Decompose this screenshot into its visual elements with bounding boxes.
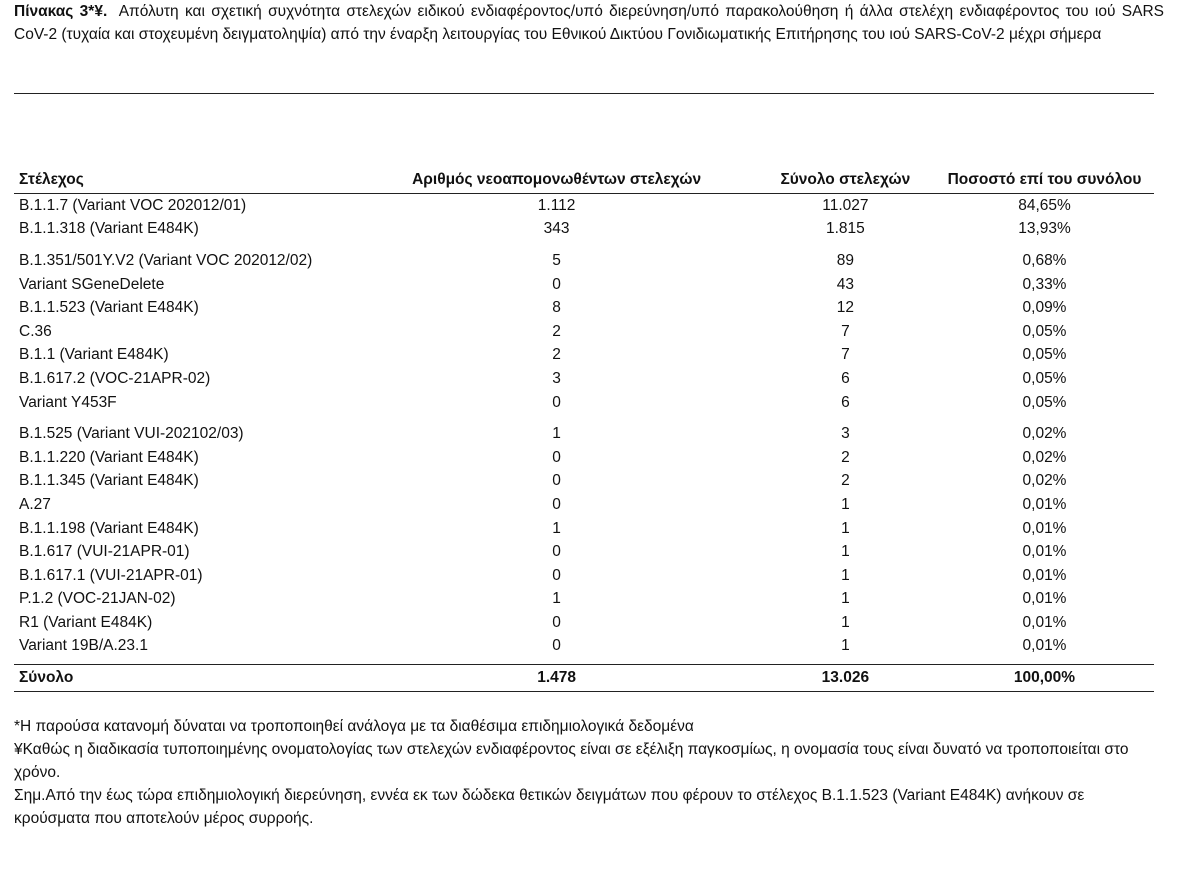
cell-percentage: 0,01% xyxy=(1022,590,1067,608)
table-row xyxy=(14,422,1154,446)
cell-new-isolates: 0 xyxy=(552,495,561,513)
table-row xyxy=(14,470,1154,494)
caption-text: Απόλυτη και σχετική συχνότητα στελεχών ειδικού ενδιαφέροντος/υπό διερεύνηση/υπό παρακολούθηση ή άλλα στελέχη ενδιαφέροντος του ιού SARS CoV-2 (τυχαία και στοχευμένη δειγματοληψία) από την έναρξη λειτουργίας του Εθνικού Δικτύου Γονιδιωματικής Επιτήρησης του ιού SARS-CoV-2 μέχρι σήμερα xyxy=(14,3,1164,43)
cell-percentage: 0,01% xyxy=(1022,566,1067,584)
total-row xyxy=(14,665,1154,692)
cell-new-isolates: 0 xyxy=(552,275,561,293)
header-percentage: Ποσοστό επί του συνόλου xyxy=(935,159,1154,194)
cell-total-strains: 7 xyxy=(841,346,850,364)
cell-strain: B.1.617.1 (VUI-21APR-01) xyxy=(19,566,203,584)
cell-percentage: 0,01% xyxy=(1022,637,1067,655)
footnote-asterisk: *Η παρούσα κατανομή δύναται να τροποποιηθεί ανάλογα με τα διαθέσιμα επιδημιολογικά δεδομένα xyxy=(14,718,694,735)
table-row xyxy=(14,273,1154,297)
cell-percentage: 0,05% xyxy=(1022,322,1067,340)
total-cell-strain: Σύνολο xyxy=(14,665,357,692)
cell-new-isolates: 0 xyxy=(552,472,561,490)
table-row xyxy=(14,249,1154,273)
cell-percentage: 0,09% xyxy=(1022,299,1067,317)
cell-total-strains: 2 xyxy=(841,448,850,466)
cell-percentage: 84,65% xyxy=(1018,196,1071,214)
cell-percentage: 0,01% xyxy=(1022,613,1067,631)
cell-total-strains: 1 xyxy=(841,566,850,584)
cell-new-isolates: 1 xyxy=(552,590,561,608)
cell-percentage: 0,01% xyxy=(1022,495,1067,513)
cell-new-isolates: 1 xyxy=(552,425,561,443)
table-body xyxy=(14,194,1154,692)
cell-percentage: 0,33% xyxy=(1022,275,1067,293)
cell-percentage: 0,68% xyxy=(1022,251,1067,269)
footnote-remark: Σημ.Από την έως τώρα επιδημιολογική διερεύνηση, εννέα εκ των δώδεκα θετικών δειγμάτων που φέρουν το στέλεχος B.1.1.523 (Variant E484K) ανήκουν σε κρούσματα που αποτελούν μέρος συρροής. xyxy=(14,787,1085,827)
table-row xyxy=(14,391,1154,415)
cell-new-isolates: 1 xyxy=(552,519,561,537)
table-row xyxy=(14,588,1154,612)
group-spacer xyxy=(14,414,1154,422)
cell-total-strains: 1 xyxy=(841,543,850,561)
cell-total-strains: 1.815 xyxy=(825,220,865,238)
cell-percentage: 13,93% xyxy=(1018,220,1071,238)
cell-total-strains: 3 xyxy=(841,425,850,443)
cell-strain: B.1.617.2 (VOC-21APR-02) xyxy=(19,369,211,387)
table-row xyxy=(14,493,1154,517)
cell-strain: R1 (Variant E484K) xyxy=(19,613,153,631)
cell-new-isolates: 0 xyxy=(552,637,561,655)
table-header-row xyxy=(14,159,1154,194)
table-row xyxy=(14,446,1154,470)
cell-strain: Variant 19B/A.23.1 xyxy=(19,637,148,655)
cell-new-isolates: 343 xyxy=(543,220,570,238)
caption-label: Πίνακας 3*¥. xyxy=(14,3,108,20)
cell-new-isolates: 5 xyxy=(552,251,561,269)
header-total-strains: Σύνολο στελεχών xyxy=(756,159,935,194)
header-strain: Στέλεχος xyxy=(14,159,357,194)
cell-total-strains: 1 xyxy=(841,519,850,537)
variants-table xyxy=(14,159,1154,692)
table-row xyxy=(14,540,1154,564)
table-row xyxy=(14,611,1154,635)
cell-percentage: 0,02% xyxy=(1022,425,1067,443)
cell-percentage: 0,01% xyxy=(1022,519,1067,537)
cell-strain: Variant Y453F xyxy=(19,393,117,411)
cell-total-strains: 2 xyxy=(841,472,850,490)
cell-percentage: 0,05% xyxy=(1022,393,1067,411)
cell-new-isolates: 0 xyxy=(552,448,561,466)
cell-total-strains: 43 xyxy=(836,275,854,293)
table-row xyxy=(14,367,1154,391)
group-spacer xyxy=(14,241,1154,249)
cell-new-isolates: 2 xyxy=(552,322,561,340)
cell-new-isolates: 8 xyxy=(552,299,561,317)
cell-percentage: 0,01% xyxy=(1022,543,1067,561)
table-row xyxy=(14,296,1154,320)
cell-total-strains: 89 xyxy=(836,251,854,269)
cell-total-strains: 12 xyxy=(836,299,854,317)
total-cell-percentage: 100,00% xyxy=(935,665,1154,692)
total-cell-new-isolates: 1.478 xyxy=(357,665,755,692)
table-row xyxy=(14,517,1154,541)
table-row xyxy=(14,344,1154,368)
cell-strain: B.1.1 (Variant E484K) xyxy=(19,346,169,364)
header-new-isolates: Αριθμός νεοαπομονωθέντων στελεχών xyxy=(357,159,755,194)
cell-strain: B.1.1.7 (Variant VOC 202012/01) xyxy=(19,196,247,214)
cell-total-strains: 11.027 xyxy=(822,196,869,214)
cell-strain: A.27 xyxy=(19,495,51,513)
cell-percentage: 0,05% xyxy=(1022,346,1067,364)
cell-strain: B.1.351/501Y.V2 (Variant VOC 202012/02) xyxy=(19,251,313,269)
cell-total-strains: 1 xyxy=(841,495,850,513)
cell-percentage: 0,05% xyxy=(1022,369,1067,387)
table-caption xyxy=(14,1,1164,46)
cell-new-isolates: 2 xyxy=(552,346,561,364)
cell-strain: C.36 xyxy=(19,322,52,340)
footnotes xyxy=(14,715,1164,830)
cell-new-isolates: 0 xyxy=(552,613,561,631)
cell-strain: B.1.1.345 (Variant E484K) xyxy=(19,472,199,490)
cell-strain: B.1.617 (VUI-21APR-01) xyxy=(19,543,190,561)
cell-total-strains: 7 xyxy=(841,322,850,340)
table-row xyxy=(14,218,1154,242)
cell-percentage: 0,02% xyxy=(1022,472,1067,490)
cell-total-strains: 1 xyxy=(841,590,850,608)
total-cell-total-strains: 13.026 xyxy=(756,665,935,692)
table-row xyxy=(14,320,1154,344)
footnote-yen: ¥Καθώς η διαδικασία τυποποιημένης ονοματολογίας των στελεχών ενδιαφέροντος είναι σε εξέλιξη παγκοσμίως, η ονομασία τους είναι δυνατό να τροποποιείται στο χρόνο. xyxy=(14,741,1129,781)
table-row xyxy=(14,635,1154,659)
cell-strain: B.1.1.523 (Variant E484K) xyxy=(19,299,199,317)
caption-divider xyxy=(14,93,1154,94)
cell-new-isolates: 0 xyxy=(552,543,561,561)
cell-total-strains: 6 xyxy=(841,393,850,411)
cell-strain: P.1.2 (VOC-21JAN-02) xyxy=(19,590,176,608)
cell-new-isolates: 3 xyxy=(552,369,561,387)
cell-strain: B.1.1.220 (Variant E484K) xyxy=(19,448,199,466)
cell-new-isolates: 0 xyxy=(552,393,561,411)
cell-new-isolates: 0 xyxy=(552,566,561,584)
cell-strain: B.1.1.318 (Variant E484K) xyxy=(19,220,199,238)
cell-percentage: 0,02% xyxy=(1022,448,1067,466)
table-row xyxy=(14,564,1154,588)
cell-total-strains: 1 xyxy=(841,637,850,655)
cell-total-strains: 1 xyxy=(841,613,850,631)
table-row xyxy=(14,194,1154,218)
cell-new-isolates: 1.112 xyxy=(537,196,576,214)
cell-strain: B.1.1.198 (Variant E484K) xyxy=(19,519,199,537)
cell-strain: Variant SGeneDelete xyxy=(19,275,165,293)
cell-total-strains: 6 xyxy=(841,369,850,387)
cell-strain: B.1.525 (Variant VUI-202102/03) xyxy=(19,425,244,443)
